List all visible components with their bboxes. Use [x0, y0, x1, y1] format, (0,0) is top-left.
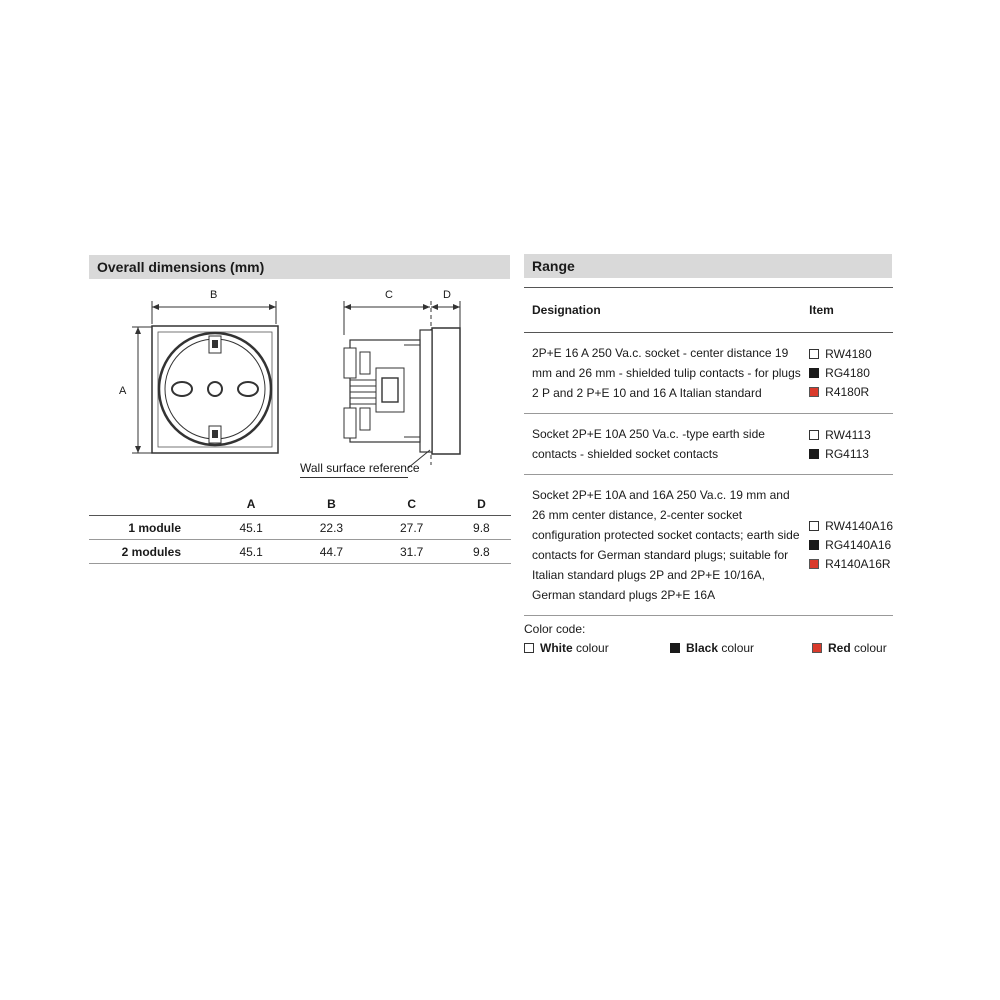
cell-b: 44.7 [291, 540, 371, 564]
item-entry [809, 345, 893, 364]
col-a: A [211, 493, 291, 516]
item-code: RW4180 [825, 347, 872, 361]
table-row [524, 475, 893, 616]
table-row [524, 414, 893, 475]
dim-d-label: D [443, 289, 451, 301]
legend-white [524, 641, 609, 655]
col-d: D [452, 493, 511, 516]
row-label: 2 modules [89, 540, 211, 564]
item-codes [801, 475, 893, 616]
legend-white-bold: White [540, 641, 573, 655]
cell-d: 9.8 [452, 516, 511, 540]
cell-b: 22.3 [291, 516, 371, 540]
cell-a: 45.1 [211, 540, 291, 564]
table-row [524, 333, 893, 414]
legend-black-bold: Black [686, 641, 719, 655]
item-codes [801, 414, 893, 475]
red-swatch-icon [809, 387, 819, 397]
legend-red-bold: Red [828, 641, 851, 655]
item-entry [809, 555, 893, 574]
item-code: RG4140A16 [825, 538, 892, 552]
dimensions-table [89, 493, 511, 564]
legend-red [812, 641, 887, 655]
cell-c: 27.7 [372, 516, 452, 540]
col-c: C [372, 493, 452, 516]
item-entry [809, 444, 893, 463]
white-swatch-icon [809, 521, 819, 531]
dimensions-table-header [89, 493, 511, 516]
cell-d: 9.8 [452, 540, 511, 564]
legend-black-rest: colour [718, 641, 755, 655]
item-entry [809, 517, 893, 536]
item-code: RW4113 [825, 427, 871, 442]
range-table [524, 287, 893, 616]
black-swatch-icon [809, 449, 819, 459]
designation-text: Socket 2P+E 10A 250 Va.c. -type earth side contacts - shielded socket contacts [524, 414, 801, 475]
wall-surface-label: Wall surface reference [300, 461, 420, 475]
item-code: R4140A16R [825, 557, 891, 571]
white-swatch-icon [524, 643, 534, 653]
cell-c: 31.7 [372, 540, 452, 564]
cell-a: 45.1 [211, 516, 291, 540]
designation-text: 2P+E 16 A 250 Va.c. socket - center distance 19 mm and 26 mm - shielded tulip contacts - for plugs 2 P and 2 P+E 10 and 16 A Italian standard [524, 333, 801, 414]
white-swatch-icon [809, 349, 819, 359]
dim-b-label: B [210, 289, 218, 301]
item-entry [809, 364, 893, 383]
legend-red-rest: colour [850, 641, 887, 655]
col-empty [89, 493, 211, 516]
black-swatch-icon [809, 368, 819, 378]
row-label: 1 module [89, 516, 211, 540]
white-swatch-icon [809, 430, 819, 440]
wall-surface-underline [300, 477, 408, 478]
black-swatch-icon [809, 540, 819, 550]
color-code-title: Color code: [524, 622, 586, 636]
legend-white-rest: colour [572, 641, 609, 655]
dim-c-label: C [385, 289, 393, 301]
item-entry [809, 536, 893, 555]
range-header: Range [524, 254, 892, 278]
dim-a-label: A [119, 385, 127, 397]
item-entry [809, 425, 893, 444]
col-designation: Designation [524, 288, 801, 333]
dimensions-header: Overall dimensions (mm) [89, 255, 510, 279]
socket-side-view [330, 290, 470, 470]
table-row [89, 540, 511, 564]
col-b: B [291, 493, 371, 516]
item-code: RG4113 [825, 446, 869, 461]
item-entry [809, 383, 893, 402]
range-table-header [524, 288, 893, 333]
item-code: R4180R [825, 385, 870, 399]
socket-front-view [110, 290, 295, 465]
item-codes [801, 333, 893, 414]
black-swatch-icon [670, 643, 680, 653]
item-code: RW4140A16 [825, 519, 893, 533]
red-swatch-icon [812, 643, 822, 653]
item-code: RG4180 [825, 366, 870, 380]
table-row [89, 516, 511, 540]
designation-text: Socket 2P+E 10A and 16A 250 Va.c. 19 mm and 26 mm center distance, 2-center socket configuration protected socket contacts; earth side contacts for German standard plugs; suitable for Italian standard plugs 2P and 2P+E 10/16A, German standard plugs 2P+E 16A [524, 475, 801, 616]
red-swatch-icon [809, 559, 819, 569]
legend-black [670, 641, 754, 655]
col-item: Item [801, 288, 893, 333]
